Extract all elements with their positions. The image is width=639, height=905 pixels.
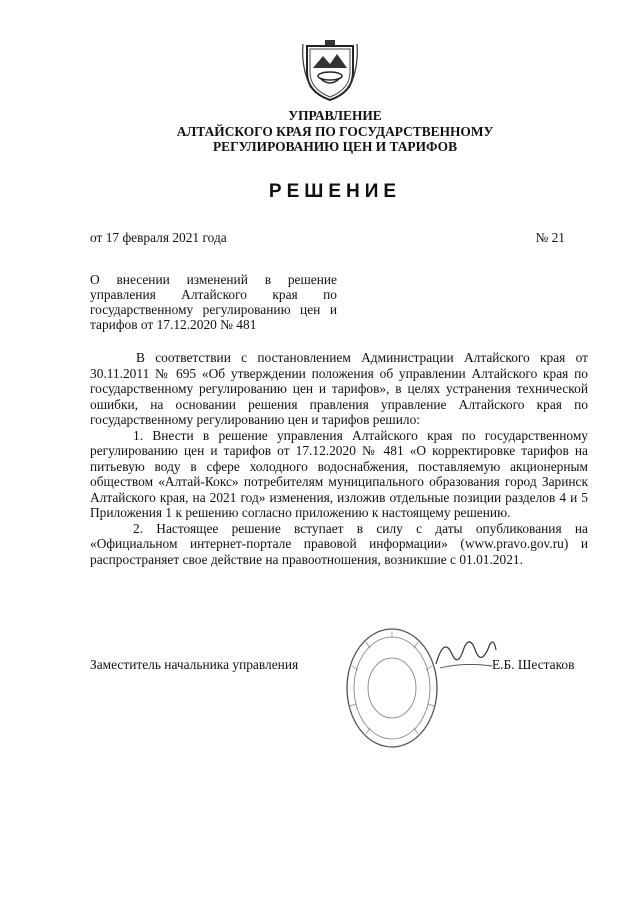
body-paragraph: В соответствии с постановлением Администрации Алтайского края от 30.11.2011 № 695 «Об утверждении положения об управлении Алтайского края по государственному регулированию цен и тарифов», в целях устранения технической ошибки, на основании решения правления управление Алтайского края по государственному регулированию цен и тарифов решило: [90, 350, 588, 427]
signatory-name: Е.Б. Шестаков [492, 657, 575, 672]
body-paragraph: 2. Настоящее решение вступает в силу с даты опубликования на «Официальном интернет-портале правовой информации» (www.pravo.gov.ru) и распространяет свое действие на правоотношения, возникшие с 01.01.2021. [90, 520, 588, 567]
handwritten-signature-icon [430, 630, 500, 676]
official-round-seal-icon [344, 626, 440, 750]
org-line-3: РЕГУЛИРОВАНИЮ ЦЕН И ТАРИФОВ [212, 139, 458, 154]
altai-krai-coat-of-arms-icon [299, 38, 361, 102]
document-body [90, 350, 588, 567]
org-line-2: АЛТАЙСКОГО КРАЯ ПО ГОСУДАРСТВЕННОМУ [176, 123, 494, 139]
body-paragraph: 1. Внести в решение управления Алтайского края по государственному регулированию цен и тарифов от 17.12.2020 № 481 «О корректировке тарифов на питьевую воду в сфере холодного водоснабжения, поставляемую акционерным обществом «Алтай-Кокс» потребителям муниципального образования город Заринск Алтайского края, на 2021 год» изменения, изложив отдельные позиции разделов 4 и 5 Приложения 1 к решению согласно приложению к настоящему решению. [90, 427, 588, 520]
organization-name [90, 108, 580, 155]
signatory-position: Заместитель начальника управления [90, 657, 299, 672]
document-date: от 17 февраля 2021 года [90, 230, 227, 245]
document-type-title: РЕШЕНИЕ [268, 181, 402, 202]
document-number: № 21 [535, 230, 565, 245]
document-subject: О внесении изменений в решение управления Алтайского края по государственному регулированию цен и тарифов от 17.12.2020 № 481 [90, 272, 337, 332]
org-line-1: УПРАВЛЕНИЕ [288, 108, 382, 123]
